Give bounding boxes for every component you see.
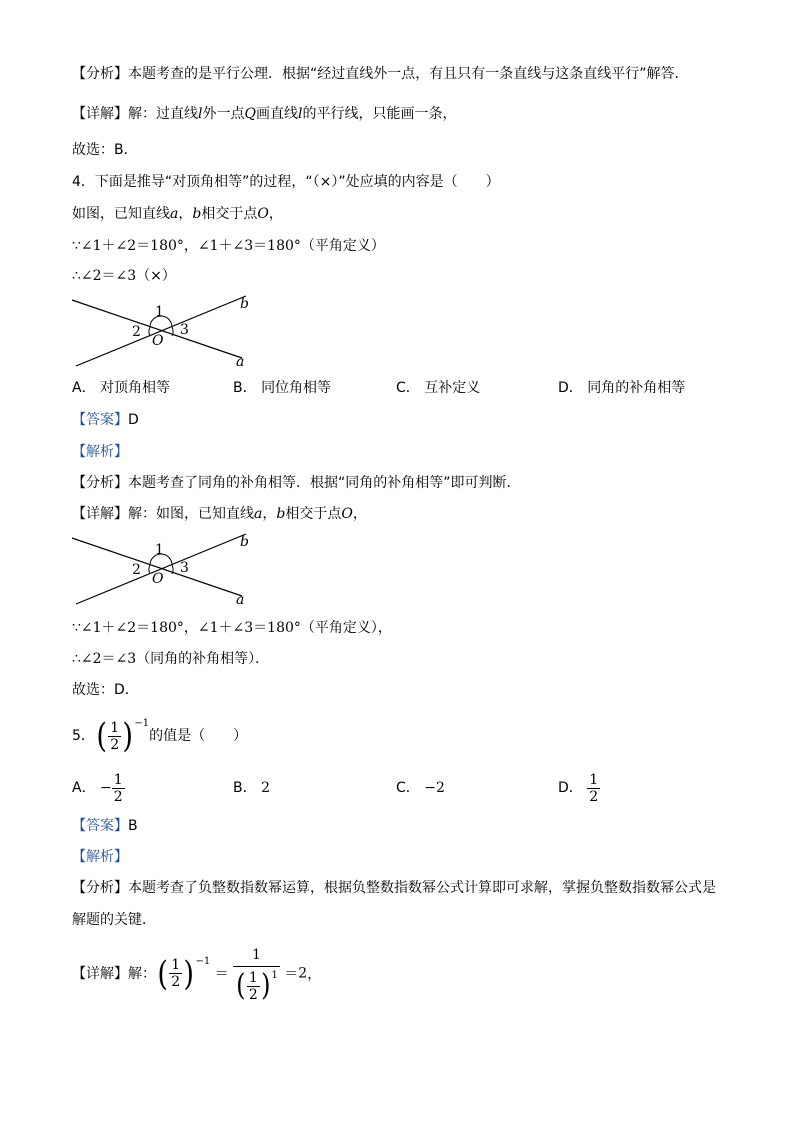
line-label-a: a [236,592,245,608]
angle-label-3: 3 [180,560,189,576]
q5-option-c: C． −2 [396,780,445,796]
q4-step1: ∵∠1＋∠2＝180°，∠1＋∠3＝180°（平角定义） [72,238,385,254]
line-label-b: b [240,296,249,312]
angle-label-3: 3 [180,322,189,338]
q5-answer: 【答案】B [72,818,138,834]
q5-detail: 【详解】解： [72,966,156,982]
prev-answer: 故选：B． [72,142,138,158]
line-label-b: b [240,534,249,550]
answer-tag: 【答案】 [72,412,128,428]
q4-figure [66,290,266,374]
q4-step2: ∴∠2＝∠3（×） [72,268,176,284]
point-label-o: O [152,571,164,587]
q5-option-b: B． 2 [233,780,270,796]
q5-detail-math: ( $\frac{1}{2}$ )$^{-1}$ ＝ 1 ( $\frac{1}{2}$ )$^1$ ＝2， [156,944,321,1003]
angle-2-arc [149,565,150,574]
analysis-tag: 【分析】 [72,66,128,82]
point-label-o: O [152,333,164,349]
q5-option-a: A． − $\frac{1}{2}$ [72,771,123,805]
angle-label-1: 1 [155,542,164,558]
answer-tag: 【答案】 [72,818,128,834]
parse-tag: 【解析】 [72,444,128,460]
q4-detail-step1: ∵∠1＋∠2＝180°，∠1＋∠3＝180°（平角定义）， [72,620,392,636]
q5-analysis-line2: 解题的关键． [72,912,156,928]
q4-stem: 4．下面是推导“对顶角相等”的过程，“（×）”处应填的内容是（ ） [72,174,500,190]
q4-option-a: A． 对顶角相等 [72,380,171,396]
angle-label-1: 1 [155,304,164,320]
q4-given: 如图，已知直线a，b相交于点O， [72,206,283,222]
q4-parse [72,442,128,462]
q4-analysis: 【分析】本题考查了同角的补角相等．根据“同角的补角相等”即可判断． [72,475,521,491]
parse-tag: 【解析】 [72,849,128,865]
angle-2-arc [149,327,150,336]
q5-stem: 5．( $\frac{1}{2}$ )$^{-1}$的值是（ ） [72,716,248,756]
big-fraction: 1 ( $\frac{1}{2}$ )$^1$ [233,944,280,1003]
prev-analysis: 【分析】本题考查的是平行公理．根据“经过直线外一点，有且只有一条直线与这条直线平行”解答． [72,66,689,82]
q4-option-d: D． 同角的补角相等 [558,380,686,396]
prev-detail: 【详解】解：过直线l外一点Q画直线l的平行线，只能画一条， [72,106,457,122]
angle-label-2: 2 [132,324,141,340]
q4-option-c: C． 互补定义 [396,380,481,396]
angle-3-arc [172,327,173,336]
frac-one-half: $\frac{1}{2}$ [110,719,120,753]
angle-label-2: 2 [132,562,141,578]
q5-parse [72,847,128,867]
q4-final: 故选：D． [72,682,139,698]
q4-answer: 【答案】D [72,412,139,428]
q5-analysis-line1: 【分析】本题考查了负整数指数幂运算，根据负整数指数幂公式计算即可求解，掌握负整数指数幂公式是 [72,880,716,896]
q4-detail-figure [66,528,266,612]
detail-tag: 【详解】 [72,106,128,122]
q5-option-d: D． $\frac{1}{2}$ [558,771,599,805]
angle-3-arc [172,565,173,574]
q4-detail-step2: ∴∠2＝∠3（同角的补角相等）． [72,651,270,667]
q4-detail: 【详解】解：如图，已知直线a，b相交于点O， [72,506,367,522]
line-label-a: a [236,354,245,370]
q4-option-b: B． 同位角相等 [233,380,332,396]
